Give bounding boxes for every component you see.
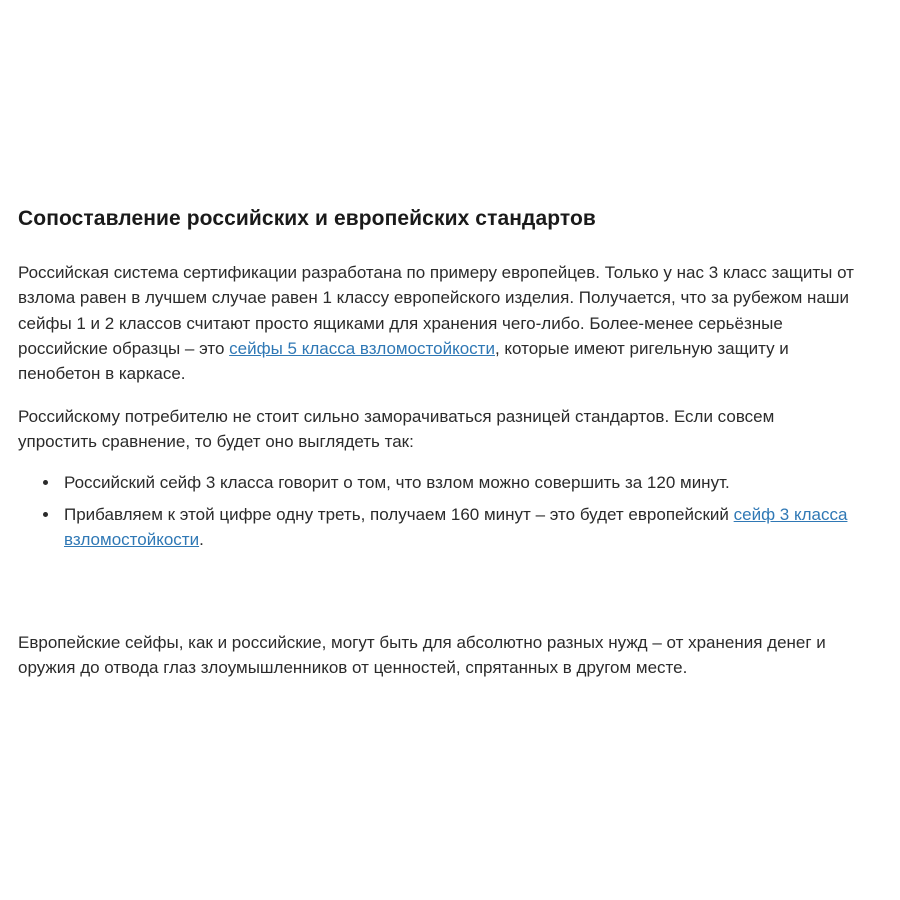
link-safes-class-5[interactable]: сейфы 5 класса взломостойкости [229, 338, 495, 358]
page-title: Сопоставление российских и европейских стандартов [18, 207, 596, 230]
content-spacer [18, 558, 855, 630]
comparison-list [18, 470, 855, 551]
list-item-text: Российский сейф 3 класса говорит о том, что взлом можно совершить за 120 минут. [64, 473, 730, 493]
closing-paragraph: Европейские сейфы, как и российские, могут быть для абсолютно разных нужд – от хранения денег и оружия до отвода глаз злоумышленников от ценностей, спрятанных в другом месте. [18, 632, 826, 678]
comparison-paragraph: Российскому потребителю не стоит сильно заморачиваться разницей стандартов. Если совсем упростить сравнение, то будет оно выглядеть так: [18, 407, 775, 452]
list-item-text-before-link: Прибавляем к этой цифре одну треть, получаем 160 минут – это будет европейский [64, 504, 734, 524]
list-item [60, 470, 855, 495]
paragraph-text-before-link: Российская система сертификации разработана по примеру европейцев. Только у нас 3 класс защиты от взлома равен в лучшем случае равен 1 классу европейского изделия. Получается, что за рубежом наши сейфы 1 и 2 классов считают просто ящиками для хранения чего-либо. Более-менее серьёзные российские образцы – это [18, 263, 854, 358]
list-item-text-after-link: . [199, 529, 204, 549]
paragraph-text-after-link: , которые имеют ригельную защиту и пенобетон в каркасе. [18, 338, 789, 383]
intro-paragraph [18, 260, 855, 386]
list-item [60, 502, 855, 552]
link-euro-safe-class-3[interactable]: сейф 3 класса взломостойкости [64, 504, 848, 549]
